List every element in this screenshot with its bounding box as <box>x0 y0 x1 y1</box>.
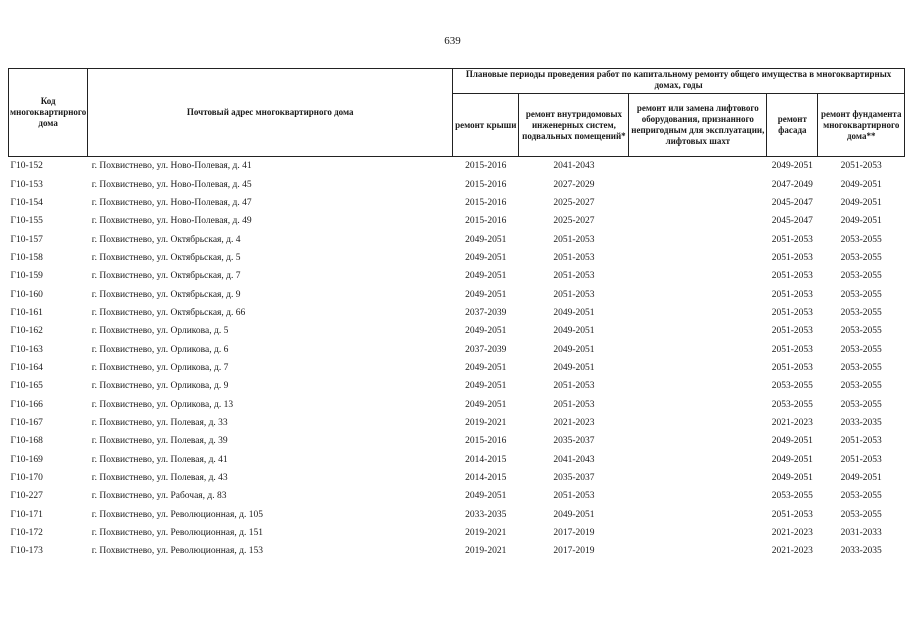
cell-address: г. Похвистнево, ул. Орликова, д. 9 <box>91 381 229 392</box>
cell-foundation: 2053-2055 <box>840 381 882 392</box>
cell-code: Г10-163 <box>10 344 43 355</box>
cell-foundation: 2053-2055 <box>840 252 882 263</box>
cell-address: г. Похвистнево, ул. Ново-Полевая, д. 41 <box>91 161 252 172</box>
page-number: 639 <box>444 35 461 47</box>
cell-foundation: 2051-2053 <box>840 436 882 447</box>
cell-foundation: 2051-2053 <box>840 454 882 465</box>
table-row <box>9 506 905 524</box>
cell-systems: 2051-2053 <box>553 289 595 300</box>
cell-roof: 2049-2051 <box>465 271 507 282</box>
table-row <box>9 487 905 505</box>
cell-roof: 2015-2016 <box>465 179 507 190</box>
header-address: Почтовый адрес многоквартирного дома <box>88 69 453 157</box>
cell-facade: 2049-2051 <box>771 473 813 484</box>
cell-lift <box>629 542 767 560</box>
cell-foundation: 2049-2051 <box>840 197 882 208</box>
cell-foundation: 2053-2055 <box>840 326 882 337</box>
cell-roof: 2015-2016 <box>465 216 507 227</box>
cell-systems: 2025-2027 <box>553 216 595 227</box>
table-row <box>9 432 905 450</box>
cell-address: г. Похвистнево, ул. Октябрьская, д. 5 <box>91 252 241 263</box>
table-row <box>9 194 905 212</box>
cell-address: г. Похвистнево, ул. Рабочая, д. 83 <box>91 491 227 502</box>
cell-roof: 2049-2051 <box>465 491 507 502</box>
cell-lift <box>629 157 767 176</box>
cell-code: Г10-168 <box>10 436 43 447</box>
cell-foundation: 2049-2051 <box>840 473 882 484</box>
cell-code: Г10-153 <box>10 179 43 190</box>
cell-facade: 2053-2055 <box>771 491 813 502</box>
table-row <box>9 285 905 303</box>
cell-roof: 2019-2021 <box>465 417 507 428</box>
cell-address: г. Похвистнево, ул. Революционная, д. 151 <box>91 528 263 539</box>
cell-roof: 2019-2021 <box>465 528 507 539</box>
cell-code: Г10-165 <box>10 381 43 392</box>
cell-roof: 2015-2016 <box>465 436 507 447</box>
table-row <box>9 175 905 193</box>
header-lift: ремонт или замена лифтового оборудования, признанного непригодным для эксплуатации, лифтовых шахт <box>629 94 767 157</box>
table-row <box>9 212 905 230</box>
cell-systems: 2035-2037 <box>553 473 595 484</box>
cell-foundation: 2033-2035 <box>840 417 882 428</box>
cell-lift <box>629 524 767 542</box>
cell-facade: 2021-2023 <box>771 528 813 539</box>
cell-address: г. Похвистнево, ул. Орликова, д. 7 <box>91 362 229 373</box>
cell-systems: 2051-2053 <box>553 491 595 502</box>
cell-facade: 2049-2051 <box>771 436 813 447</box>
cell-lift <box>629 322 767 340</box>
cell-foundation: 2049-2051 <box>840 179 882 190</box>
cell-code: Г10-166 <box>10 399 43 410</box>
cell-code: Г10-173 <box>10 546 43 557</box>
cell-code: Г10-160 <box>10 289 43 300</box>
cell-foundation: 2051-2053 <box>840 161 882 172</box>
cell-systems: 2027-2029 <box>553 179 595 190</box>
header-roof: ремонт крыши <box>453 94 519 157</box>
header-systems: ремонт внутридомовых инженерных систем, подвальных помещений* <box>519 94 629 157</box>
table-row <box>9 230 905 248</box>
cell-foundation: 2053-2055 <box>840 307 882 318</box>
cell-code: Г10-162 <box>10 326 43 337</box>
cell-address: г. Похвистнево, ул. Орликова, д. 5 <box>91 326 229 337</box>
header-facade: ремонт фасада <box>767 94 818 157</box>
repair-schedule-table <box>8 68 905 561</box>
cell-roof: 2049-2051 <box>465 252 507 263</box>
cell-address: г. Похвистнево, ул. Ново-Полевая, д. 47 <box>91 197 252 208</box>
cell-facade: 2053-2055 <box>771 381 813 392</box>
table-row <box>9 414 905 432</box>
cell-systems: 2041-2043 <box>553 161 595 172</box>
cell-address: г. Похвистнево, ул. Полевая, д. 39 <box>91 436 228 447</box>
cell-foundation: 2049-2051 <box>840 216 882 227</box>
cell-lift <box>629 359 767 377</box>
cell-address: г. Похвистнево, ул. Орликова, д. 6 <box>91 344 229 355</box>
cell-lift <box>629 212 767 230</box>
cell-roof: 2049-2051 <box>465 234 507 245</box>
cell-roof: 2037-2039 <box>465 307 507 318</box>
cell-foundation: 2053-2055 <box>840 234 882 245</box>
cell-facade: 2049-2051 <box>771 161 813 172</box>
cell-systems: 2051-2053 <box>553 271 595 282</box>
table-row <box>9 377 905 395</box>
cell-lift <box>629 487 767 505</box>
cell-address: г. Похвистнево, ул. Полевая, д. 43 <box>91 473 228 484</box>
cell-lift <box>629 175 767 193</box>
cell-code: Г10-171 <box>10 509 43 520</box>
cell-lift <box>629 395 767 413</box>
cell-code: Г10-155 <box>10 216 43 227</box>
cell-code: Г10-172 <box>10 528 43 539</box>
cell-systems: 2021-2023 <box>553 417 595 428</box>
cell-facade: 2051-2053 <box>771 326 813 337</box>
cell-facade: 2051-2053 <box>771 362 813 373</box>
table-row <box>9 542 905 560</box>
cell-foundation: 2053-2055 <box>840 362 882 373</box>
cell-code: Г10-152 <box>10 161 43 172</box>
cell-lift <box>629 414 767 432</box>
table-row <box>9 524 905 542</box>
cell-facade: 2045-2047 <box>771 197 813 208</box>
cell-roof: 2015-2016 <box>465 197 507 208</box>
cell-lift <box>629 377 767 395</box>
cell-code: Г10-227 <box>10 491 43 502</box>
cell-roof: 2049-2051 <box>465 326 507 337</box>
cell-roof: 2014-2015 <box>465 454 507 465</box>
cell-foundation: 2053-2055 <box>840 344 882 355</box>
header-foundation: ремонт фундамента многоквартирного дома** <box>818 94 905 157</box>
cell-code: Г10-161 <box>10 307 43 318</box>
cell-address: г. Похвистнево, ул. Революционная, д. 105 <box>91 509 263 520</box>
cell-facade: 2051-2053 <box>771 289 813 300</box>
cell-roof: 2019-2021 <box>465 546 507 557</box>
cell-roof: 2037-2039 <box>465 344 507 355</box>
cell-facade: 2021-2023 <box>771 546 813 557</box>
cell-address: г. Похвистнево, ул. Октябрьская, д. 7 <box>91 271 241 282</box>
table-body <box>9 157 905 561</box>
cell-systems: 2035-2037 <box>553 436 595 447</box>
cell-code: Г10-157 <box>10 234 43 245</box>
cell-lift <box>629 451 767 469</box>
cell-systems: 2049-2051 <box>553 326 595 337</box>
cell-facade: 2051-2053 <box>771 234 813 245</box>
cell-systems: 2051-2053 <box>553 252 595 263</box>
cell-facade: 2053-2055 <box>771 399 813 410</box>
cell-systems: 2049-2051 <box>553 509 595 520</box>
cell-foundation: 2053-2055 <box>840 491 882 502</box>
table-row <box>9 359 905 377</box>
cell-address: г. Похвистнево, ул. Октябрьская, д. 9 <box>91 289 241 300</box>
cell-foundation: 2053-2055 <box>840 509 882 520</box>
cell-systems: 2051-2053 <box>553 399 595 410</box>
table-row <box>9 249 905 267</box>
cell-lift <box>629 285 767 303</box>
header-code: Код многоквартирного дома <box>9 69 88 157</box>
cell-lift <box>629 194 767 212</box>
cell-address: г. Похвистнево, ул. Революционная, д. 153 <box>91 546 263 557</box>
cell-roof: 2049-2051 <box>465 399 507 410</box>
cell-address: г. Похвистнево, ул. Октябрьская, д. 66 <box>91 307 246 318</box>
cell-roof: 2033-2035 <box>465 509 507 520</box>
table-row <box>9 340 905 358</box>
cell-lift <box>629 249 767 267</box>
cell-systems: 2041-2043 <box>553 454 595 465</box>
cell-code: Г10-164 <box>10 362 43 373</box>
table-row <box>9 304 905 322</box>
cell-systems: 2049-2051 <box>553 344 595 355</box>
cell-code: Г10-154 <box>10 197 43 208</box>
cell-foundation: 2053-2055 <box>840 271 882 282</box>
cell-systems: 2017-2019 <box>553 528 595 539</box>
cell-systems: 2051-2053 <box>553 381 595 392</box>
cell-lift <box>629 432 767 450</box>
cell-roof: 2049-2051 <box>465 362 507 373</box>
cell-foundation: 2053-2055 <box>840 399 882 410</box>
table-header <box>9 69 905 157</box>
table-row <box>9 451 905 469</box>
cell-facade: 2021-2023 <box>771 417 813 428</box>
cell-code: Г10-158 <box>10 252 43 263</box>
cell-lift <box>629 267 767 285</box>
cell-foundation: 2053-2055 <box>840 289 882 300</box>
cell-lift <box>629 230 767 248</box>
cell-systems: 2049-2051 <box>553 307 595 318</box>
cell-address: г. Похвистнево, ул. Орликова, д. 13 <box>91 399 234 410</box>
table-row <box>9 322 905 340</box>
cell-facade: 2045-2047 <box>771 216 813 227</box>
cell-facade: 2051-2053 <box>771 344 813 355</box>
cell-systems: 2017-2019 <box>553 546 595 557</box>
table-row <box>9 267 905 285</box>
cell-code: Г10-167 <box>10 417 43 428</box>
cell-roof: 2014-2015 <box>465 473 507 484</box>
cell-address: г. Похвистнево, ул. Ново-Полевая, д. 49 <box>91 216 252 227</box>
cell-facade: 2051-2053 <box>771 271 813 282</box>
header-periods-group: Плановые периоды проведения работ по капитальному ремонту общего имущества в многоквартирных домах, годы <box>453 69 905 94</box>
cell-facade: 2051-2053 <box>771 252 813 263</box>
cell-lift <box>629 469 767 487</box>
cell-lift <box>629 340 767 358</box>
cell-address: г. Похвистнево, ул. Полевая, д. 33 <box>91 417 228 428</box>
cell-code: Г10-169 <box>10 454 43 465</box>
cell-facade: 2047-2049 <box>771 179 813 190</box>
cell-roof: 2015-2016 <box>465 161 507 172</box>
cell-lift <box>629 506 767 524</box>
cell-roof: 2049-2051 <box>465 381 507 392</box>
table-row <box>9 469 905 487</box>
cell-address: г. Похвистнево, ул. Полевая, д. 41 <box>91 454 228 465</box>
table-row <box>9 157 905 176</box>
cell-address: г. Похвистнево, ул. Ново-Полевая, д. 45 <box>91 179 252 190</box>
cell-foundation: 2033-2035 <box>840 546 882 557</box>
cell-systems: 2051-2053 <box>553 234 595 245</box>
cell-facade: 2051-2053 <box>771 307 813 318</box>
cell-foundation: 2031-2033 <box>840 528 882 539</box>
table-row <box>9 395 905 413</box>
cell-facade: 2049-2051 <box>771 454 813 465</box>
cell-address: г. Похвистнево, ул. Октябрьская, д. 4 <box>91 234 241 245</box>
cell-systems: 2049-2051 <box>553 362 595 373</box>
cell-lift <box>629 304 767 322</box>
cell-roof: 2049-2051 <box>465 289 507 300</box>
cell-code: Г10-170 <box>10 473 43 484</box>
cell-systems: 2025-2027 <box>553 197 595 208</box>
cell-facade: 2051-2053 <box>771 509 813 520</box>
cell-code: Г10-159 <box>10 271 43 282</box>
